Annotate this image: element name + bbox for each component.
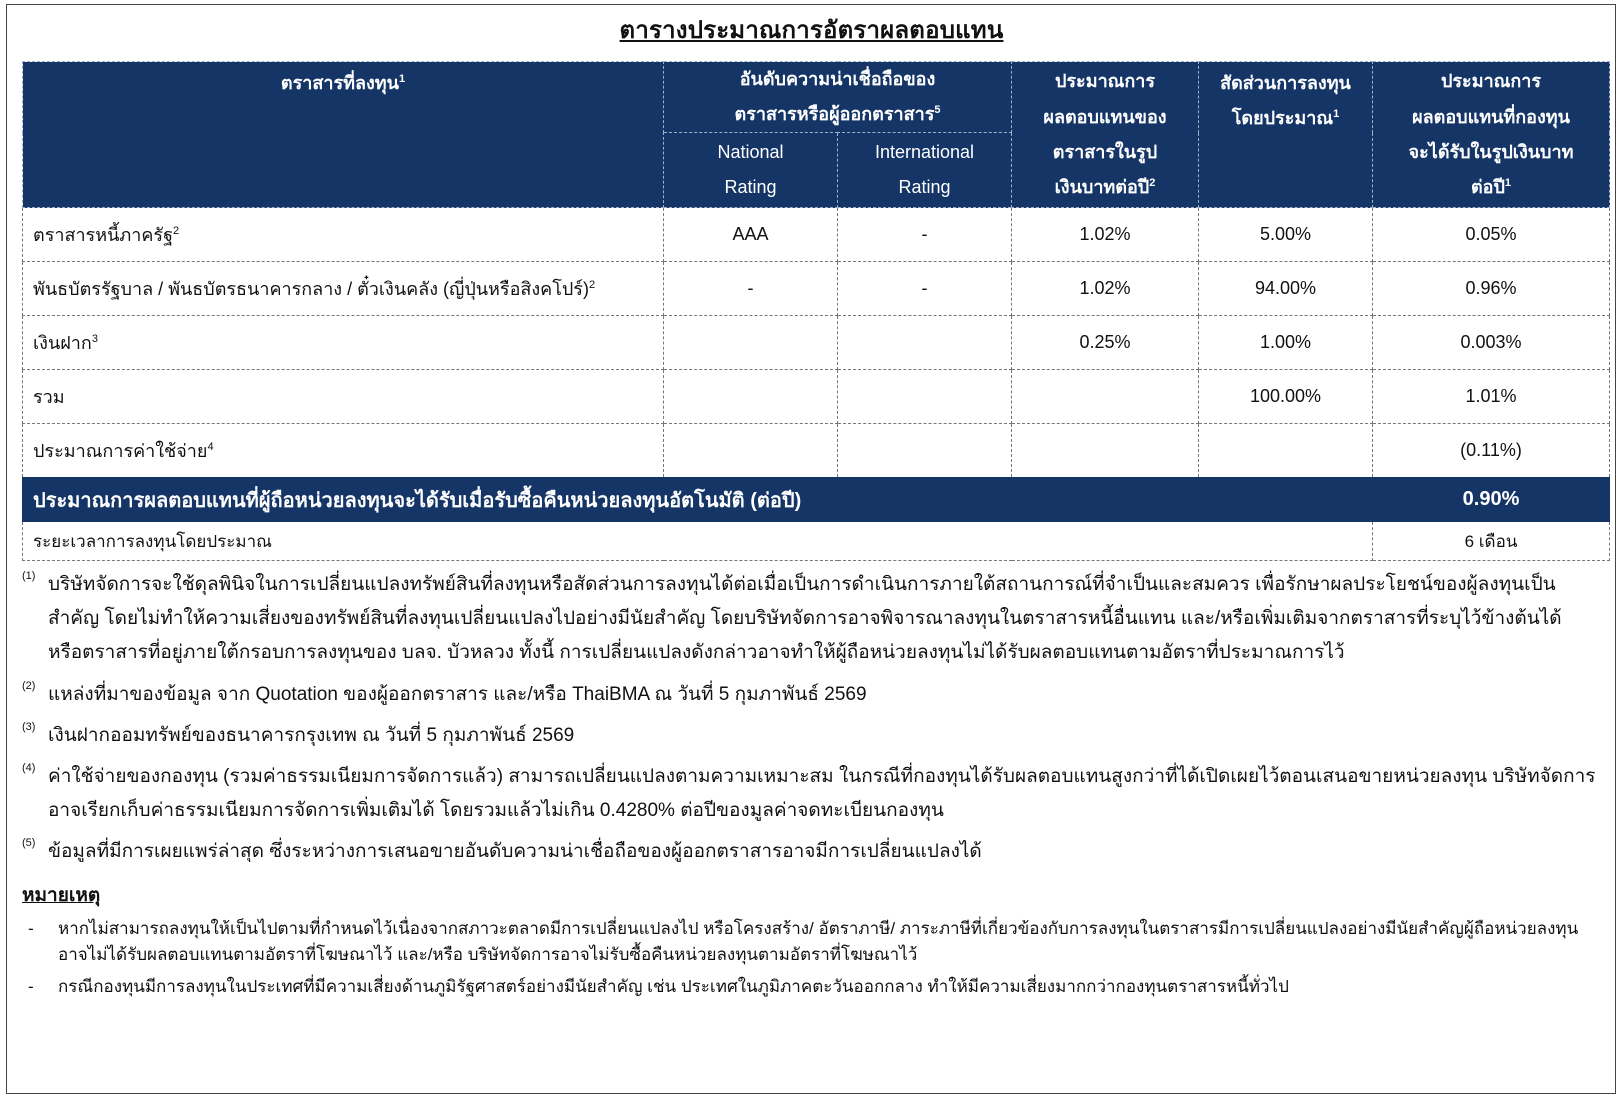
table-row bbox=[23, 370, 1610, 424]
remark-dash: - bbox=[28, 977, 34, 997]
national-rating-cell bbox=[664, 370, 838, 424]
investment-period-row bbox=[23, 522, 1610, 561]
footnote bbox=[22, 760, 1597, 828]
row-label: เงินฝาก$^3$ bbox=[23, 316, 664, 370]
total-return-label: ประมาณการผลตอบแทนที่ผู้ถือหน่วยลงทุนจะได้รับเมื่อรับซื้อคืนหน่วยลงทุนอัตโนมัติ (ต่อปี) bbox=[23, 478, 1373, 522]
fund-return-cell: 0.96% bbox=[1373, 262, 1610, 316]
header-instrument: ตราสารที่ลงทุน$^1$ bbox=[23, 62, 664, 208]
remark-dash: - bbox=[28, 918, 34, 938]
footnote-text: เงินฝากออมทรัพย์ของธนาคารกรุงเทพ ณ วันที่ 5 กุมภาพันธ์ 2569 bbox=[48, 724, 575, 746]
header-rating-group: อันดับความน่าเชื่อถือของ ตราสารหรือผู้ออกตราสาร$^5$ bbox=[664, 62, 1012, 133]
return-estimate-table bbox=[22, 61, 1610, 561]
footnote bbox=[22, 678, 1597, 712]
remarks-heading: หมายเหตุ bbox=[22, 884, 101, 906]
total-return-value: 0.90% bbox=[1373, 478, 1610, 522]
header-international-rating: International Rating bbox=[838, 133, 1012, 208]
est-return-cell bbox=[1012, 370, 1199, 424]
remark-item bbox=[22, 916, 1597, 969]
table-row bbox=[23, 316, 1610, 370]
row-label: พันธบัตรรัฐบาล / พันธบัตรธนาคารกลาง / ตั๋วเงินคลัง (ญี่ปุ่นหรือสิงคโปร์)$^2$ bbox=[23, 262, 664, 316]
row-label: รวม bbox=[23, 370, 664, 424]
row-label: ตราสารหนี้ภาครัฐ$^2$ bbox=[23, 208, 664, 262]
remark-item bbox=[22, 974, 1597, 1000]
footnote bbox=[22, 835, 1597, 869]
investment-period-value: 6 เดือน bbox=[1373, 522, 1610, 561]
investment-period-label: ระยะเวลาการลงทุนโดยประมาณ bbox=[23, 522, 1373, 561]
allocation-cell: 5.00% bbox=[1199, 208, 1373, 262]
est-return-cell: 1.02% bbox=[1012, 208, 1199, 262]
remark-text: กรณีกองทุนมีการลงทุนในประเทศที่มีความเสี่ยงด้านภูมิรัฐศาสตร์อย่างมีนัยสำคัญ เช่น ประเทศในภูมิภาคตะวันออกกลาง ทำให้มีความเสี่ยงมากกว่ากองทุนตราสารหนี้ทั่วไป bbox=[58, 977, 1289, 997]
allocation-cell: 1.00% bbox=[1199, 316, 1373, 370]
international-rating-cell bbox=[838, 370, 1012, 424]
table-row bbox=[23, 424, 1610, 478]
fund-return-cell: 1.01% bbox=[1373, 370, 1610, 424]
footnote bbox=[22, 568, 1597, 671]
total-return-row bbox=[23, 478, 1610, 522]
allocation-cell bbox=[1199, 424, 1373, 478]
international-rating-cell: - bbox=[838, 262, 1012, 316]
table-row bbox=[23, 208, 1610, 262]
est-return-cell: 1.02% bbox=[1012, 262, 1199, 316]
footnote-number: (1) bbox=[22, 570, 36, 582]
table-row bbox=[23, 262, 1610, 316]
allocation-cell: 100.00% bbox=[1199, 370, 1373, 424]
footnote-text: ข้อมูลที่มีการเผยแพร่ล่าสุด ซึ่งระหว่างการเสนอขายอันดับความน่าเชื่อถือของผู้ออกตราสารอาจมีการเปลี่ยนแปลงได้ bbox=[48, 841, 982, 863]
fund-return-cell: 0.05% bbox=[1373, 208, 1610, 262]
national-rating-cell bbox=[664, 424, 838, 478]
row-label: ประมาณการค่าใช้จ่าย$^4$ bbox=[23, 424, 664, 478]
footnote-text: ค่าใช้จ่ายของกองทุน (รวมค่าธรรมเนียมการจัดการแล้ว) สามารถเปลี่ยนแปลงตามความเหมาะสม ในกรณีที่กองทุนได้รับผลตอบแทนสูงกว่าที่ได้เปิดเผยไว้ตอนเสนอขายหน่วยลงทุน บริษัทจัดการอาจเรียกเก็บค่าธรรมเนียมการจัดการเพิ่มเติมได้ โดยรวมแล้วไม่เกิน 0.4280% ต่อปีของมูลค่าจดทะเบียนกองทุน bbox=[48, 765, 1596, 822]
est-return-cell: 0.25% bbox=[1012, 316, 1199, 370]
header-national-rating: National Rating bbox=[664, 133, 838, 208]
footnote-number: (4) bbox=[22, 761, 36, 774]
national-rating-cell bbox=[664, 316, 838, 370]
remark-text: หากไม่สามารถลงทุนให้เป็นไปตามที่กำหนดไว้เนื่องจากสภาวะตลาดมีการเปลี่ยนแปลงไป หรือโครงสร้าง/ อัตราภาษี/ ภาระภาษีที่เกี่ยวข้องกับการลงทุนในตราสารมีการเปลี่ยนแปลงอย่างมีนัยสำคัญผู้ถือหน่วยลงทุนอาจไม่ได้รับผลตอบแทนตามอัตราที่โฆษณาไว้ และ/หรือ บริษัทจัดการอาจไม่รับซื้อคืนหน่วยลงทุนตามอัตราที่โฆษณาไว้ bbox=[58, 918, 1579, 964]
international-rating-cell bbox=[838, 316, 1012, 370]
est-return-cell bbox=[1012, 424, 1199, 478]
header-allocation: สัดส่วนการลงทุน โดยประมาณ$^1$ bbox=[1199, 62, 1373, 208]
footnote-number: (5) bbox=[22, 837, 36, 850]
allocation-cell: 94.00% bbox=[1199, 262, 1373, 316]
fund-return-cell: (0.11%) bbox=[1373, 424, 1610, 478]
footnote bbox=[22, 719, 1597, 753]
page-title: ตารางประมาณการอัตราผลตอบแทน bbox=[619, 17, 1004, 44]
footnote-number: (3) bbox=[22, 720, 36, 733]
national-rating-cell: - bbox=[664, 262, 838, 316]
footnote-text: แหล่งที่มาของข้อมูล จาก Quotation ของผู้ออกตราสาร และ/หรือ ThaiBMA ณ วันที่ 5 กุมภาพันธ์ 2569 bbox=[48, 683, 867, 705]
footnote-text: บริษัทจัดการจะใช้ดุลพินิจในการเปลี่ยนแปลงทรัพย์สินที่ลงทุนหรือสัดส่วนการลงทุนได้ต่อเมื่อเป็นการดำเนินการภายใต้สถานการณ์ที่จำเป็นและสมควร เพื่อรักษาผลประโยชน์ของผู้ลงทุนเป็นสำคัญ โดยไม่ทำให้ความเสี่ยงของทรัพย์สินที่ลงทุนเปลี่ยนแปลงไปอย่างมีนัยสำคัญ โดยบริษัทจัดการอาจพิจารณาลงทุนในตราสารหนี้อื่นแทน และ/หรือเพิ่มเติมจากตราสารที่ระบุไว้ข้างต้นได้ หรือตราสารที่อยู่ภายใต้กรอบการลงทุนของ บลจ. บัวหลวง ทั้งนี้ การเปลี่ยนแปลงดังกล่าวอาจทำให้ผู้ถือหน่วยลงทุนไม่ได้รับผลตอบแทนตามอัตราที่ประมาณการไว้ bbox=[48, 574, 1562, 664]
international-rating-cell bbox=[838, 424, 1012, 478]
fund-return-cell: 0.003% bbox=[1373, 316, 1610, 370]
footnotes bbox=[22, 568, 1597, 1001]
international-rating-cell: - bbox=[838, 208, 1012, 262]
header-est-return: ประมาณการ ผลตอบแทนของ ตราสารในรูป เงินบาทต่อปี$^2$ bbox=[1012, 62, 1199, 208]
national-rating-cell: AAA bbox=[664, 208, 838, 262]
header-fund-return: ประมาณการ ผลตอบแทนที่กองทุน จะได้รับในรูปเงินบาท ต่อปี$^1$ bbox=[1373, 62, 1610, 208]
footnote-number: (2) bbox=[22, 679, 36, 692]
